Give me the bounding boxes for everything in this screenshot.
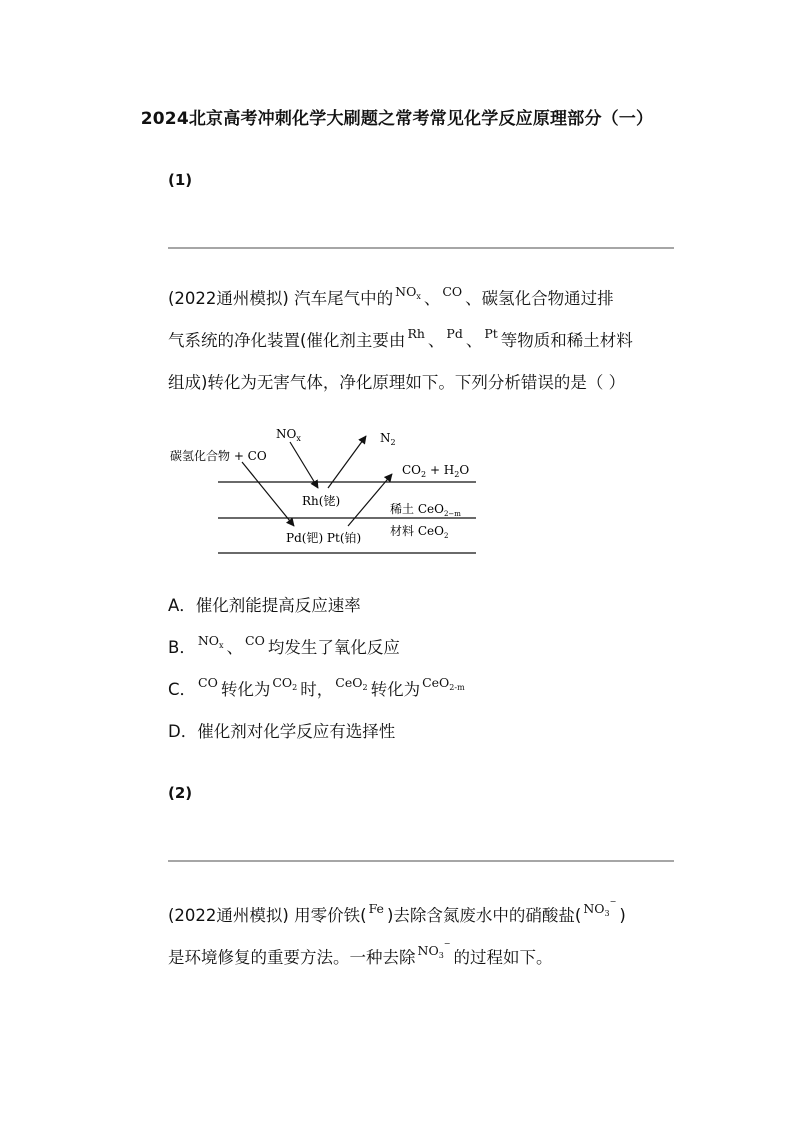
divider-2: [168, 860, 674, 862]
formula-no3: [417, 939, 451, 961]
formula-ceo2: [335, 675, 367, 690]
label-o: O: [459, 463, 470, 477]
formula-rh: Rh: [407, 326, 425, 341]
option-label: B．: [168, 638, 196, 657]
option-text: 转化为: [220, 680, 271, 699]
option-text: 时，: [300, 680, 334, 699]
formula-nox: [198, 633, 224, 648]
option-text: 转化为: [370, 680, 421, 699]
question-number-1: (1): [168, 171, 193, 189]
option-text: 均发生了氧化反应: [267, 638, 400, 657]
label-material-text: 材料 CeO: [390, 524, 444, 538]
label-nox-sub: x: [296, 434, 301, 443]
question-1-stem: [168, 284, 688, 397]
option-text: 、: [226, 638, 244, 657]
stem-text: 、碳氢化合物通过排: [465, 289, 614, 308]
page-title: 2024北京高考冲刺化学大刷题之常考常见化学反应原理部分（一）: [140, 109, 654, 129]
option-b[interactable]: [168, 633, 400, 660]
stem-text: (2022通州模拟) 汽车尾气中的: [168, 289, 394, 308]
formula-text: CeO: [335, 675, 363, 690]
label-nox: [276, 427, 301, 443]
label-n2-text: N: [380, 431, 391, 445]
stem-text: 等物质和稀土材料: [500, 331, 633, 350]
formula-nox: [395, 284, 421, 299]
formula-text: CeO: [422, 675, 450, 690]
label-rare-earth: [390, 501, 461, 518]
formula-subscript: 2: [362, 683, 368, 692]
formula-text: NO: [417, 943, 439, 959]
formula-pt: Pt: [484, 326, 498, 341]
formula-subscript: x: [416, 292, 421, 301]
arrow-hc-to-pd: [242, 462, 294, 526]
label-pd-pt: Pd(钯) Pt(铂): [286, 531, 362, 545]
label-material: [390, 523, 448, 540]
stem-text: 气系统的净化装置(催化剂主要由: [168, 331, 406, 350]
stem-text: 、: [427, 331, 445, 350]
formula-text: NO: [395, 284, 417, 299]
question-2-stem: [168, 897, 688, 972]
stem-line-1: [168, 897, 626, 926]
formula-co: CO: [442, 284, 463, 299]
label-co2-h2o: [402, 463, 469, 479]
label-nox-text: NO: [276, 427, 297, 441]
formula-co: CO: [245, 633, 265, 648]
formula-text: NO: [583, 901, 605, 917]
stem-line-3: 组成)转化为无害气体，净化原理如下。下列分析错误的是（ ）: [168, 373, 626, 392]
formula-text: NO: [197, 633, 220, 648]
label-hc-co: 碳氢化合物 + CO: [170, 449, 267, 463]
stem-text: 、: [423, 289, 441, 308]
divider-1: [168, 247, 674, 249]
formula-pd: Pd: [446, 326, 463, 341]
option-d[interactable]: D．催化剂对化学反应有选择性: [168, 722, 396, 741]
formula-subscript: 2-m: [449, 683, 465, 692]
formula-subscript: x: [219, 641, 224, 650]
stem-text: )去除含氮废水中的硝酸盐(: [386, 906, 582, 926]
stem-text: ): [619, 906, 626, 926]
label-co2-text: CO: [402, 463, 422, 477]
stem-line-1: [168, 284, 614, 311]
label-plus-h: + H: [426, 463, 455, 477]
formula-co: CO: [198, 675, 218, 690]
option-a[interactable]: A．催化剂能提高反应速率: [168, 596, 361, 615]
stem-text: 的过程如下。: [453, 948, 553, 968]
formula-subscript: 3: [438, 951, 444, 961]
formula-superscript: −: [609, 897, 617, 906]
label-h2-sub: 2: [454, 470, 460, 479]
formula-text: CO: [272, 675, 293, 690]
stem-text: (2022通州模拟) 用零价铁(: [168, 906, 367, 926]
option-label: C．: [168, 680, 197, 699]
formula-fe: Fe: [368, 901, 384, 917]
formula-ceo2-m: [422, 675, 465, 690]
stem-line-2: [168, 939, 553, 968]
stem-line-2: [168, 326, 633, 353]
formula-no3: [583, 897, 617, 919]
formula-superscript: −: [443, 939, 451, 948]
label-n2: [380, 431, 396, 447]
stem-text: 是环境修复的重要方法。一种去除: [168, 948, 416, 968]
label-rare-earth-sub: 2−m: [443, 510, 461, 518]
catalyst-diagram: [168, 422, 488, 562]
label-n2-sub: 2: [390, 438, 396, 447]
label-material-sub: 2: [443, 532, 449, 540]
arrow-rh-to-n2: [328, 436, 366, 488]
option-c[interactable]: [168, 675, 468, 702]
label-rare-earth-text: 稀土 CeO: [390, 502, 444, 516]
formula-subscript: 3: [604, 909, 610, 919]
label-rh: Rh(铑): [302, 494, 341, 508]
formula-subscript: 2: [292, 683, 298, 692]
label-co2-sub: 2: [421, 470, 427, 479]
arrow-nox-to-rh: [290, 442, 318, 488]
formula-co2: [272, 675, 297, 690]
question-number-2: (2): [168, 784, 193, 802]
stem-text: 、: [465, 331, 483, 350]
